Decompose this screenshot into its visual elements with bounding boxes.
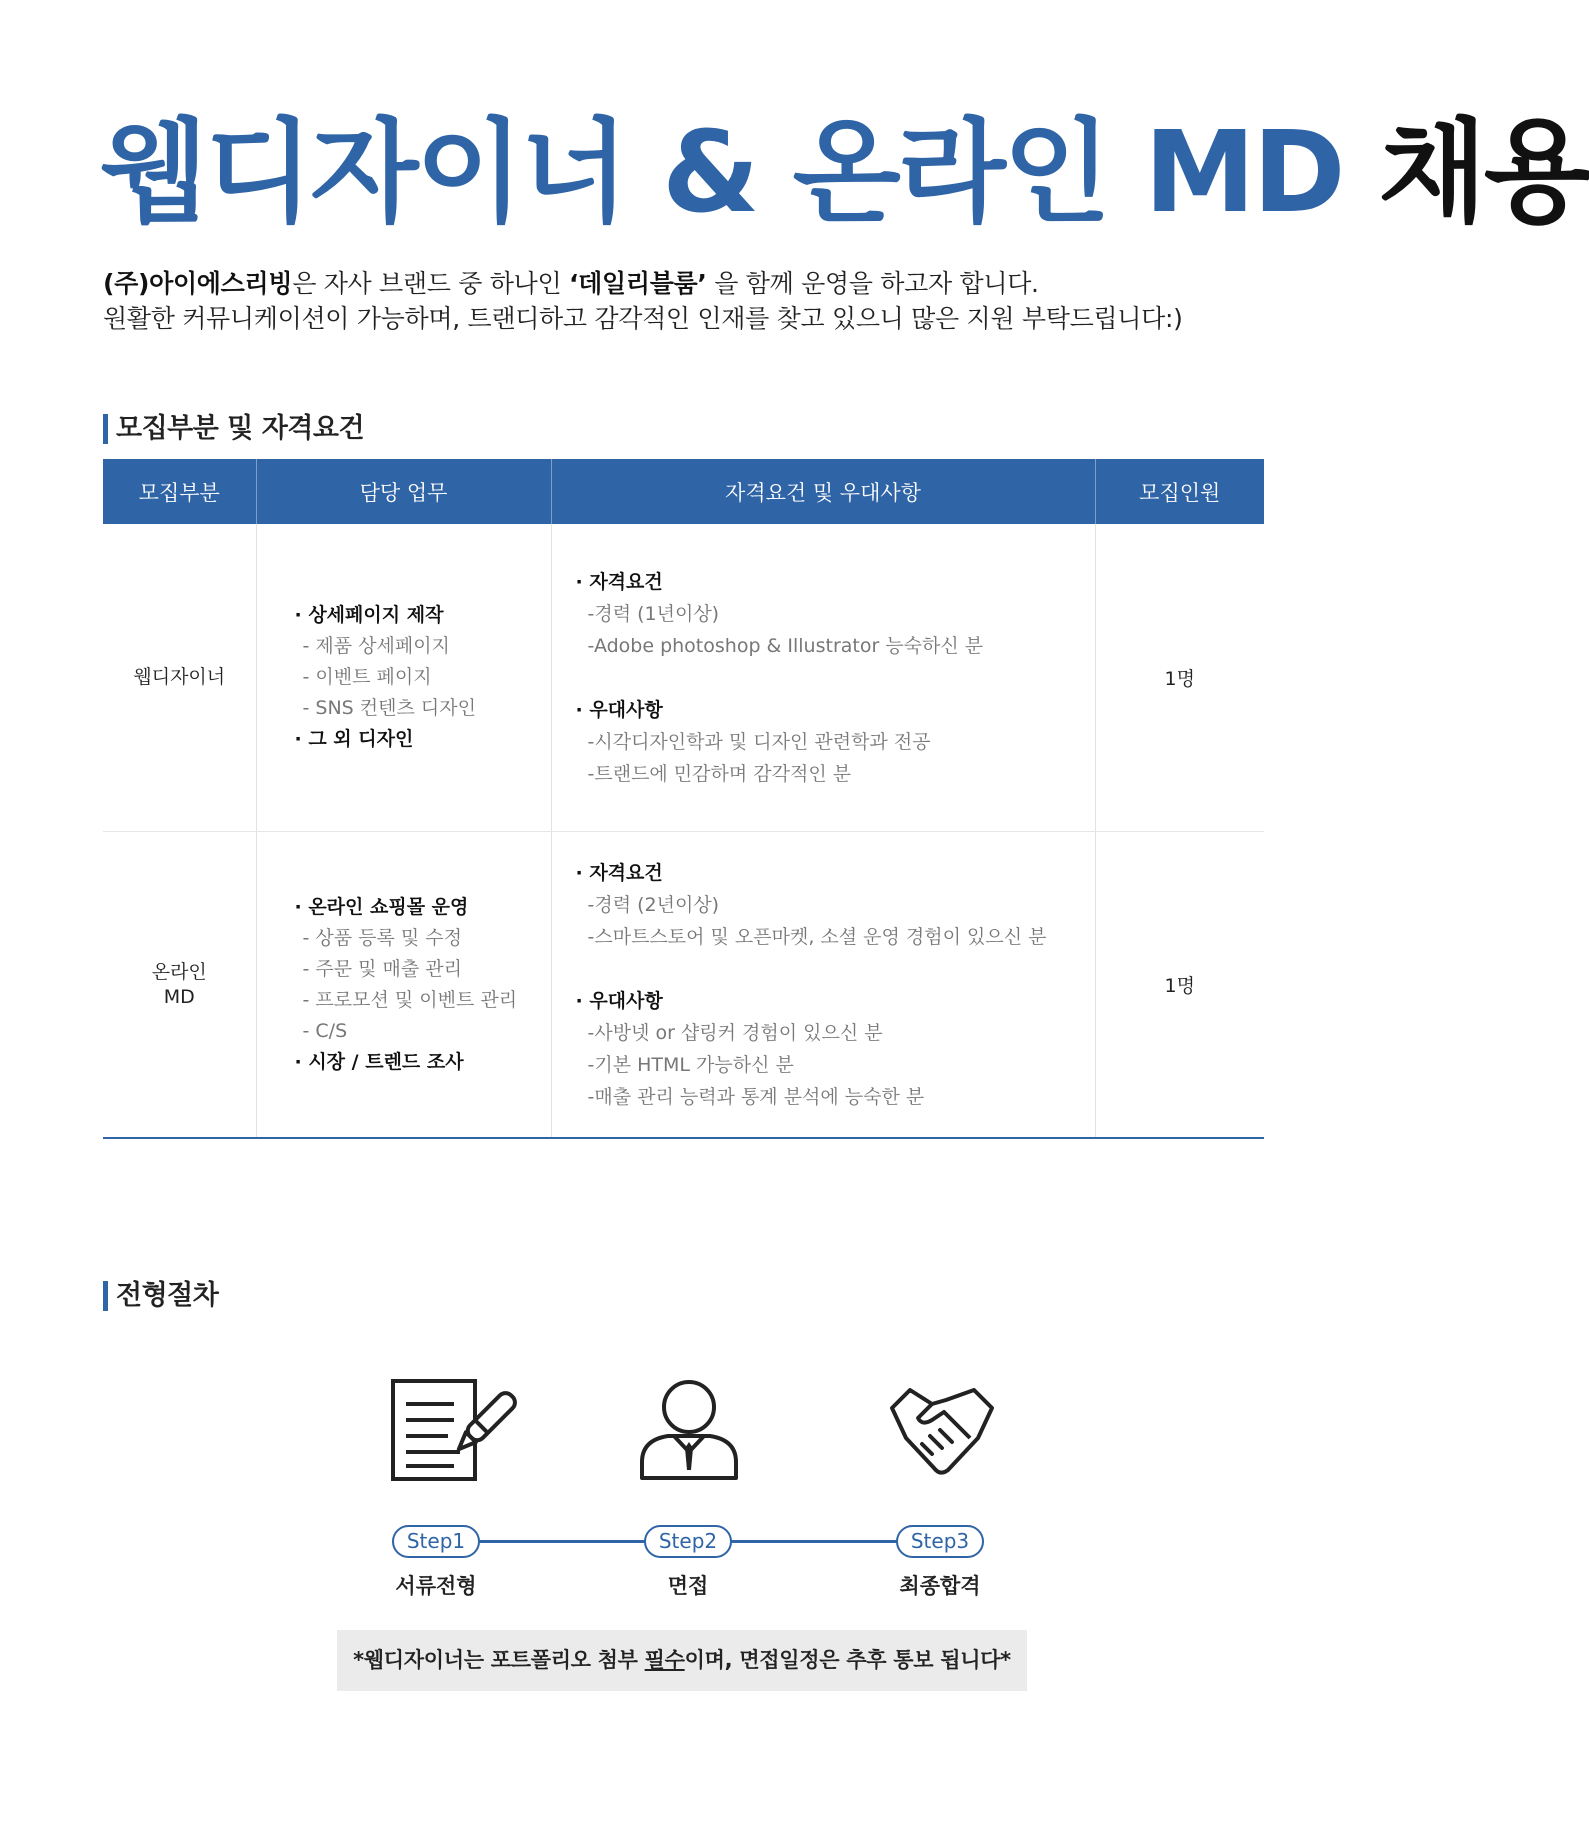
page-title: [100, 108, 1589, 238]
qualifications-cell: [551, 524, 1095, 832]
preference-title: · 우대사항: [575, 989, 663, 1012]
count-cell: 1명: [1095, 832, 1264, 1139]
brand-name: ‘데일리블룸’: [568, 269, 707, 298]
intro-line-2: 원활한 커뮤니케이션이 가능하며, 트랜디하고 감각적인 인재를 찾고 있으니 많은 지원 부탁드립니다:): [103, 304, 1183, 333]
preference-item: -매출 관리 능력과 통계 분석에 능숙한 분: [587, 1085, 925, 1108]
table-header-row: [103, 459, 1264, 524]
duty-item: - SNS 컨텐츠 디자인: [302, 697, 476, 719]
table-row: [103, 832, 1264, 1139]
preference-item: -시각디자인학과 및 디자인 관련학과 전공: [587, 730, 931, 753]
note-text-required: 필수: [644, 1648, 685, 1672]
step-1-pill: Step1: [392, 1525, 480, 1558]
count-cell: 1명: [1095, 524, 1264, 832]
note-text-after: 이며, 면접일정은 추후 통보 됩니다*: [684, 1648, 1011, 1672]
qualification-title: · 자격요건: [575, 570, 663, 593]
category-cell: [103, 832, 256, 1139]
intro-line-1-end: 을 함께 운영을 하고자 합니다.: [706, 269, 1039, 298]
category-line-1: 온라인: [151, 960, 207, 983]
duty-item: · 상세페이지 제작: [294, 604, 444, 626]
intro-line-1-mid: 은 자사 브랜드 중 하나인: [292, 269, 569, 298]
intro-line-1: [103, 266, 1183, 301]
step-3-pill: Step3: [896, 1525, 984, 1558]
preference-item: -기본 HTML 가능하신 분: [587, 1053, 794, 1076]
portfolio-note: [337, 1630, 1027, 1691]
note-text-before: *웹디자이너는 포트폴리오 첨부: [353, 1648, 645, 1672]
preference-item: -사방넷 or 샵링커 경험이 있으신 분: [587, 1021, 883, 1044]
duty-item: - 상품 등록 및 수정: [302, 926, 462, 949]
step-2-label: 면접: [667, 1574, 709, 1598]
duty-item: - C/S: [302, 1019, 348, 1042]
step-2-pill: Step2: [644, 1525, 732, 1558]
step-1-label: 서류전형: [395, 1574, 477, 1598]
header-category: 모집부분: [103, 459, 256, 524]
category-cell: [103, 524, 256, 832]
qualification-item: -Adobe photoshop & Illustrator 능숙하신 분: [587, 634, 984, 657]
handshake-icon: [888, 1386, 996, 1478]
qualification-item: -스마트스토어 및 오픈마켓, 소셜 운영 경험이 있으신 분: [587, 925, 1047, 948]
qualification-title: · 자격요건: [575, 861, 663, 884]
company-name: (주)아이에스리빙: [103, 269, 293, 298]
header-count: 모집인원: [1095, 459, 1264, 524]
header-qualifications: 자격요건 및 우대사항: [551, 459, 1095, 524]
person-icon: [638, 1378, 740, 1482]
step-3-label: 최종합격: [899, 1574, 981, 1598]
section-title-recruitment: 모집부분 및 자격요건: [103, 414, 364, 444]
preference-title: · 우대사항: [575, 698, 663, 721]
duty-item: · 그 외 디자인: [294, 728, 414, 750]
duty-item: - 주문 및 매출 관리: [302, 957, 462, 980]
title-main: 웹디자이너 & 온라인 MD: [100, 108, 1343, 238]
recruitment-table: [103, 459, 1264, 1139]
duty-item: - 제품 상세페이지: [302, 635, 450, 657]
intro-text: [103, 266, 1183, 336]
preference-item: -트랜드에 민감하며 감각적인 분: [587, 762, 852, 785]
table-row: [103, 524, 1264, 832]
duty-item: - 프로모션 및 이벤트 관리: [302, 988, 518, 1011]
qualifications-cell: [551, 832, 1095, 1139]
qualification-item: -경력 (1년이상): [587, 602, 720, 625]
category-line-1: 웹디자이너: [133, 666, 226, 688]
duty-item: · 온라인 쇼핑몰 운영: [294, 895, 469, 918]
duty-item: · 시장 / 트렌드 조사: [294, 1050, 464, 1073]
duties-cell: [256, 524, 551, 832]
header-duties: 담당 업무: [256, 459, 551, 524]
category-line-2: MD: [163, 985, 195, 1008]
duty-item: - 이벤트 페이지: [302, 666, 432, 688]
qualification-item: -경력 (2년이상): [587, 893, 720, 916]
document-pen-icon: [390, 1378, 522, 1483]
title-hire: 채용: [1378, 108, 1589, 238]
duties-cell: [256, 832, 551, 1139]
section-title-process: 전형절차: [103, 1281, 218, 1311]
